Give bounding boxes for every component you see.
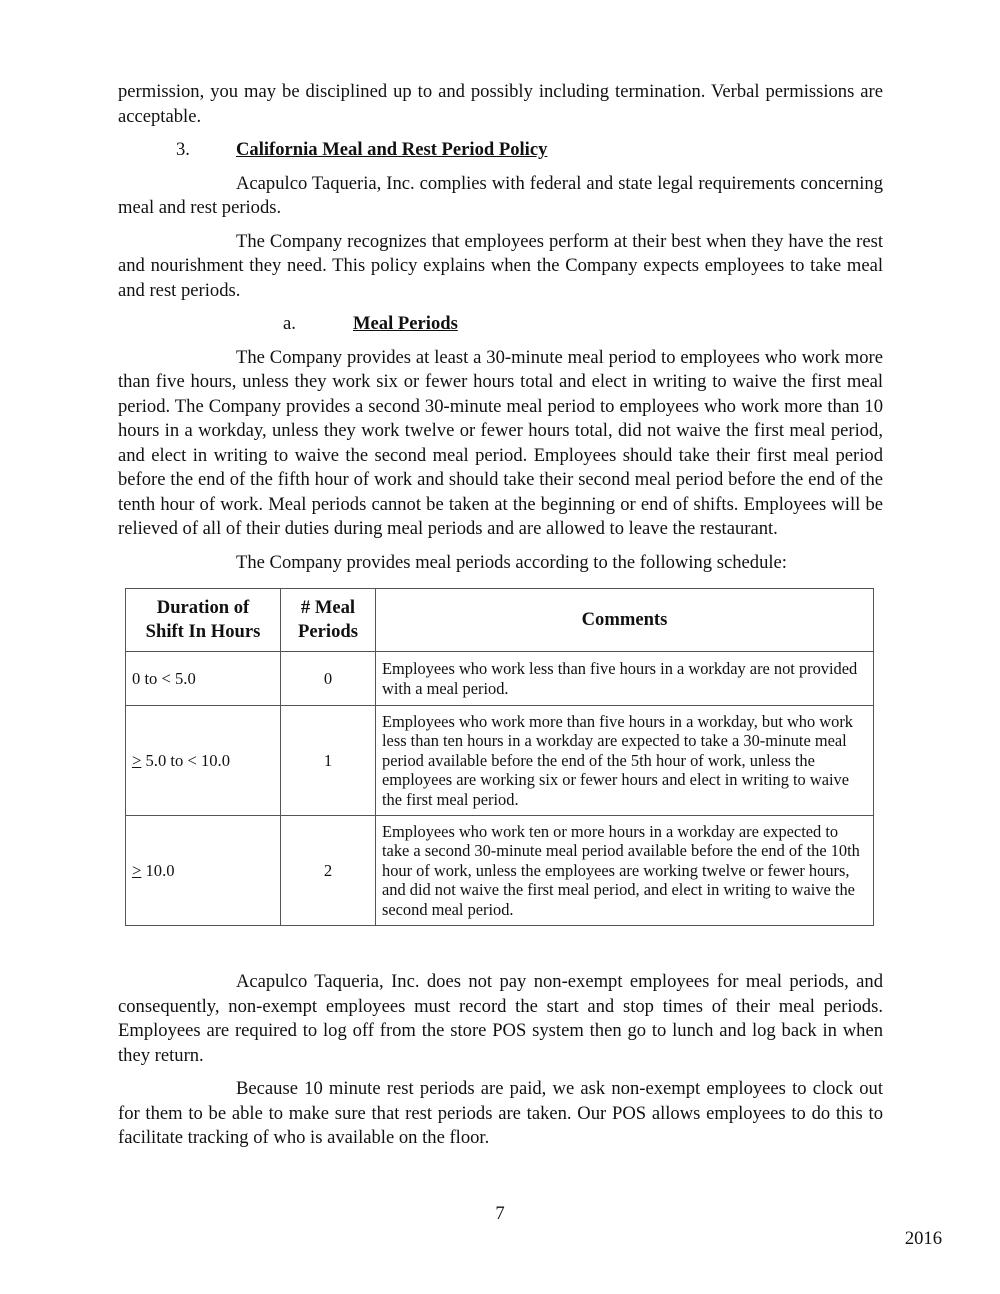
header-comments: Comments [376,589,874,652]
header-duration-line2: Shift In Hours [145,621,261,642]
meal-count-cell: 0 [281,652,376,706]
duration-value: 5.0 to < 10.0 [141,750,230,770]
duration-prefix: > [132,860,142,880]
intro-continuation: permission, you may be disciplined up to and possibly including termination. Verbal permissions are acceptable. [118,81,883,127]
table-header-row [126,589,874,652]
meal-count-cell: 2 [281,816,376,926]
meal-periods-paragraph: The Company provides at least a 30-minute meal period to employees who work more than five hours, unless they work six or fewer hours total and elect in writing to waive the first meal period. The Company provides a second 30-minute meal period to employees who work more than 10 hours in a workday, unless they work twelve or fewer hours total, did not waive the first meal period, and elect in writing to waive the second meal period. Employees should take their first meal period before the end of the fifth hour of work and should take their second meal period before the end of the tenth hour of work. Meal periods cannot be taken at the beginning or end of shifts. Employees will be relieved of all of their duties during meal periods and are allowed to leave the restaurant. [118,346,883,539]
section-3-paragraph-1: Acapulco Taqueria, Inc. complies with federal and state legal requirements concerning meal and rest periods. [118,172,883,218]
footer-year: 2016 [904,1228,942,1249]
subsection-a-title: Meal Periods [353,313,458,334]
page-number: 7 [495,1203,505,1224]
duration-value: 10.0 [141,860,175,880]
duration-prefix: > [132,750,142,770]
section-3-title: California Meal and Rest Period Policy [236,139,548,160]
meal-period-schedule-table [125,588,874,926]
table-row [126,816,874,926]
section-3-paragraph-2: The Company recognizes that employees perform at their best when they have the rest and nourishment they need. This policy explains when the Company expects employees to take meal and rest periods. [118,230,883,301]
header-meals-line1: # Meal [300,597,356,618]
subsection-a-number: a. [283,313,296,334]
rest-period-paragraph: Because 10 minute rest periods are paid, we ask non-exempt employees to clock out for them to be able to make sure that rest periods are taken. Our POS allows employees to do this to facilitate tracking of who is available on the floor. [118,1078,883,1148]
unpaid-meal-paragraph: Acapulco Taqueria, Inc. does not pay non-exempt employees for meal periods, and consequently, non-exempt employees must record the start and stop times of their meal periods. Employees are required to log off from the store POS system then go to lunch and log back in when they return. [118,971,883,1066]
duration-value: 0 to < 5.0 [132,668,196,688]
header-duration [126,589,281,652]
subsection-a-heading [118,312,883,337]
duration-cell [126,652,281,706]
duration-cell [126,816,281,926]
meal-count-cell: 1 [281,706,376,816]
section-3-number: 3. [176,139,190,160]
document-page [118,80,883,1160]
table-row [126,706,874,816]
comment-cell: Employees who work more than five hours in a workday, but who work less than ten hours in a workday are expected to take a 30-minute meal period available before the end of the 5th hour of work, unless the employees are working six or fewer hours and elect in writing to waive the first meal period. [376,706,874,816]
duration-cell [126,706,281,816]
table-row [126,652,874,706]
comment-cell: Employees who work less than five hours in a workday are not provided with a meal period. [376,652,874,706]
comment-cell: Employees who work ten or more hours in a workday are expected to take a second 30-minute meal period available before the end of the 10th hour of work, unless the employees are working twelve or fewer hours, and did not waive the first meal period, and elect in writing to waive the second meal period. [376,816,874,926]
section-3-heading [118,138,883,163]
header-meals-line2: Periods [298,621,358,642]
header-duration-line1: Duration of [156,597,250,618]
schedule-intro: The Company provides meal periods according to the following schedule: [236,551,787,573]
header-meal-periods [281,589,376,652]
